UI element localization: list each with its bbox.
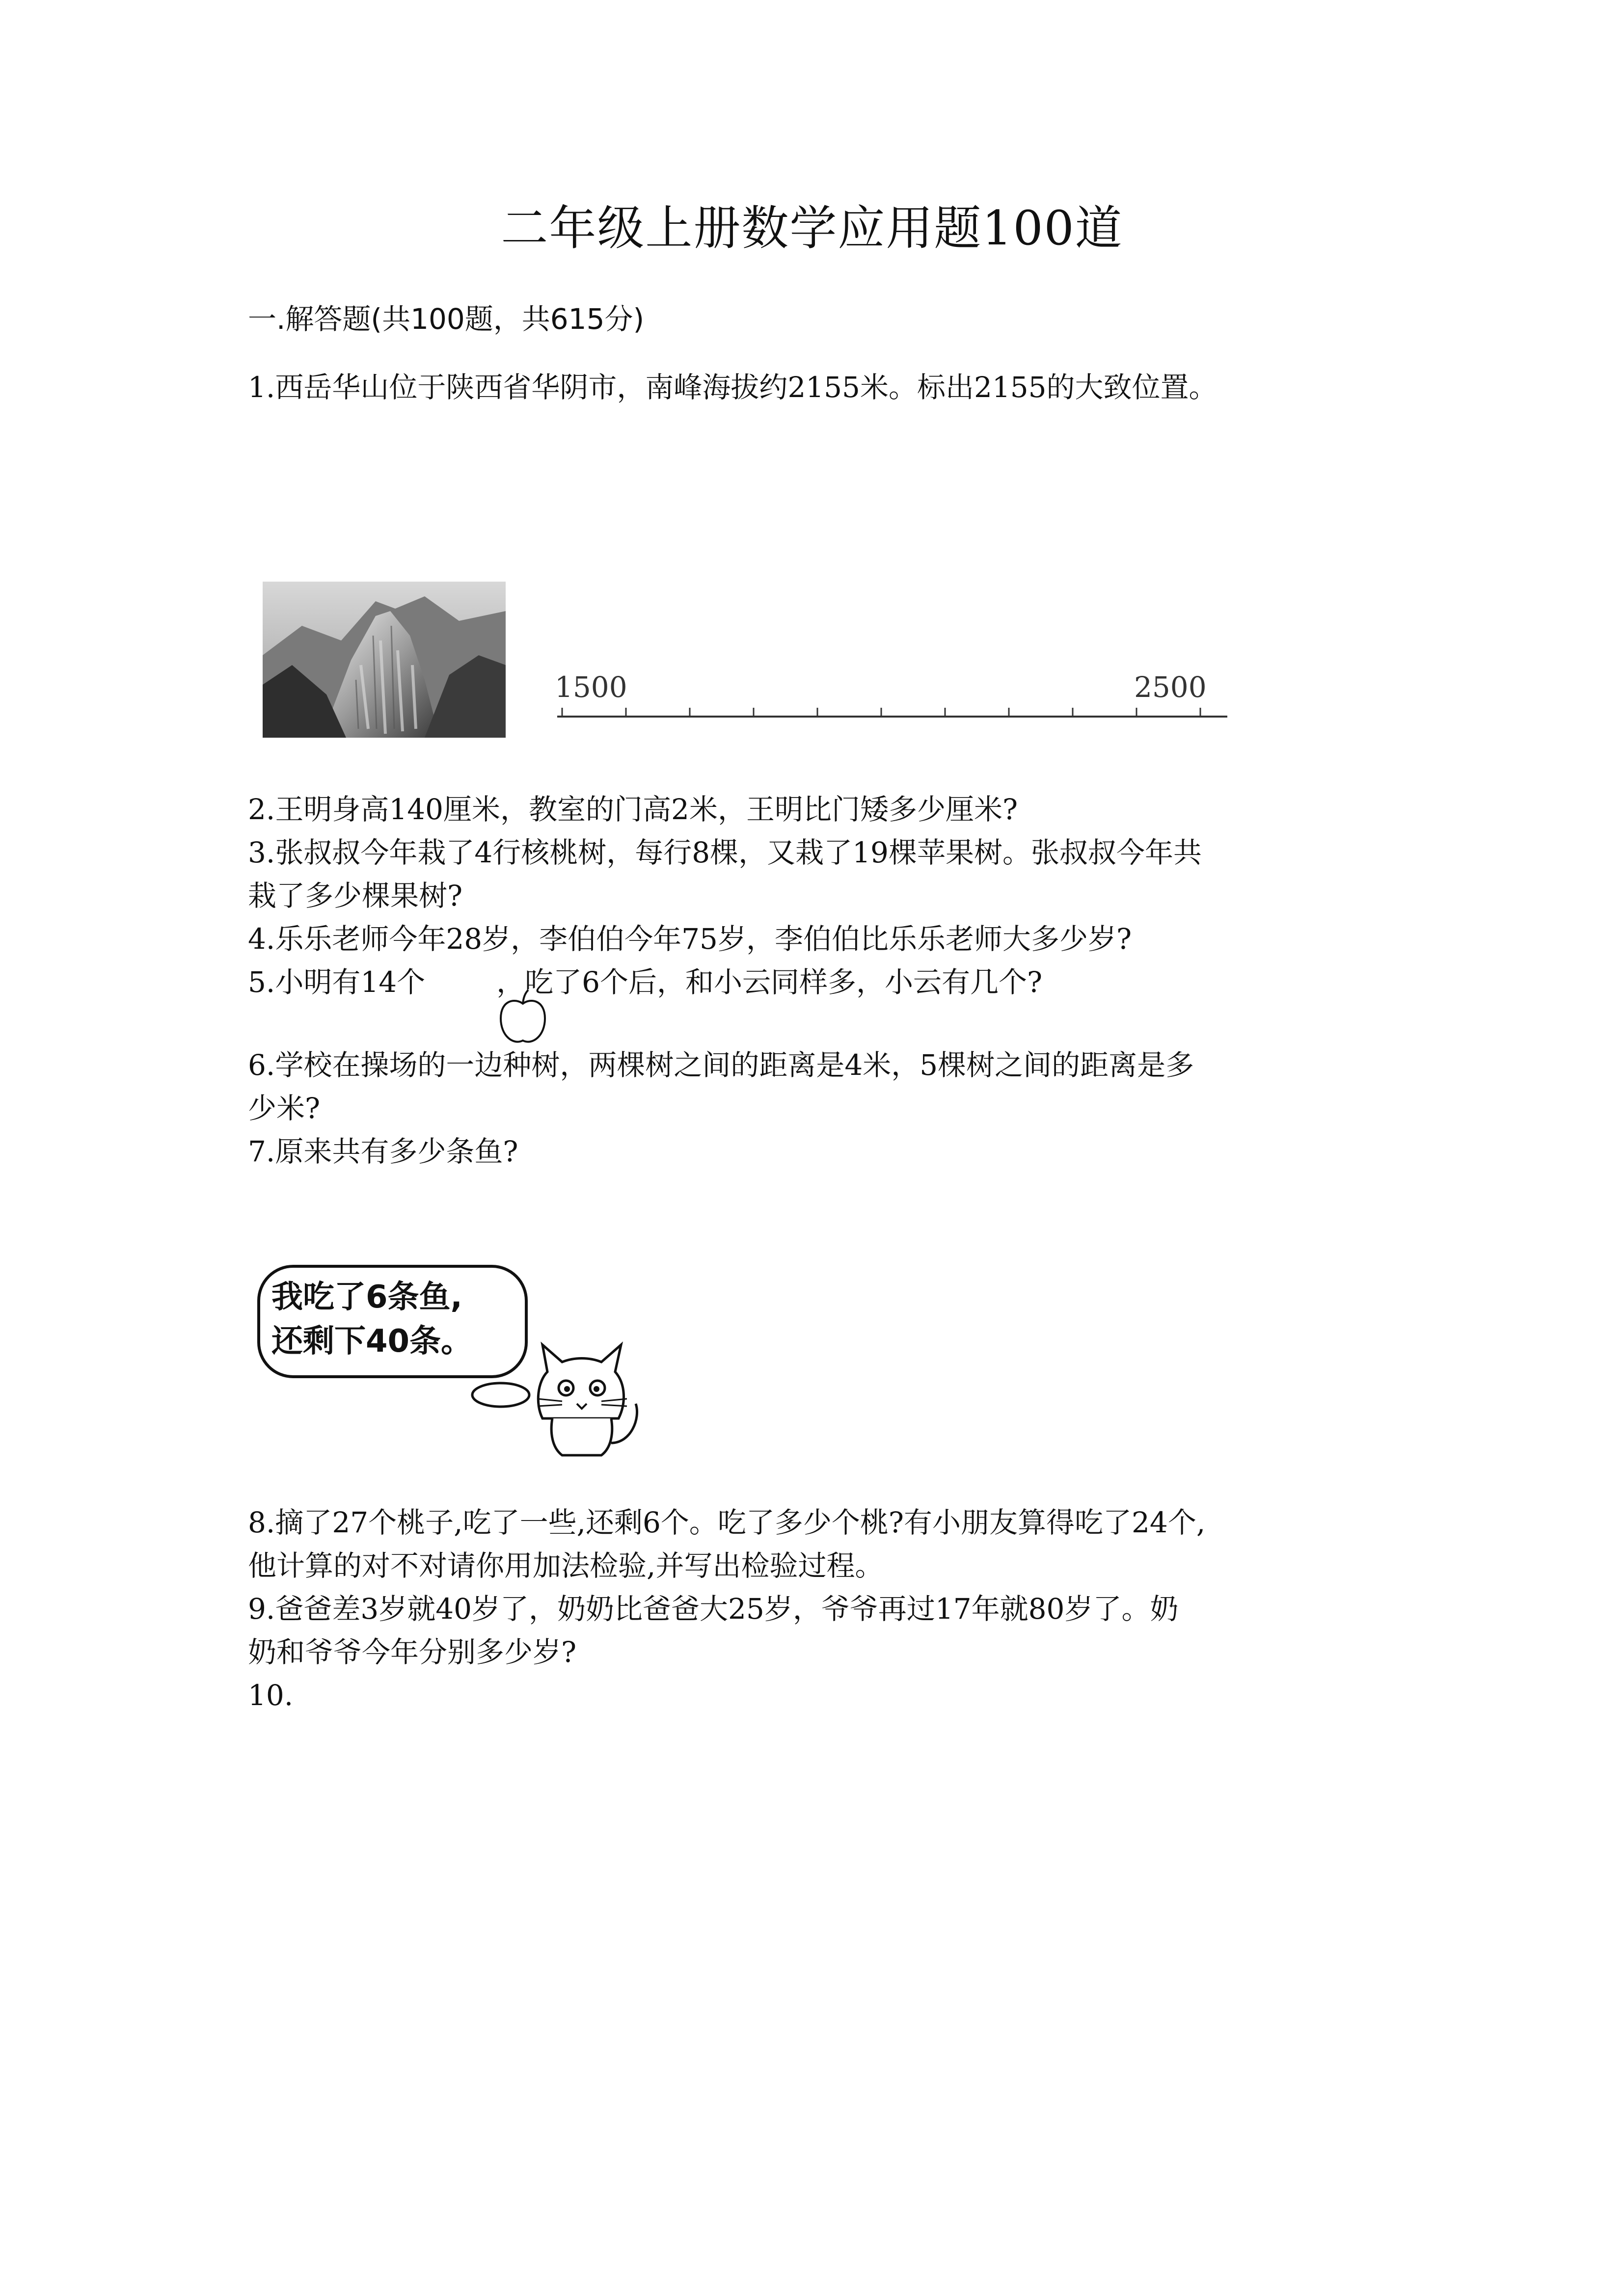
question-1-text: 1.西岳华山位于陕西省华阴市，南峰海拔约2155米。标出2155的大致位置。 (248, 371, 1218, 404)
question-4-text: 4.乐乐老师今年28岁，李伯伯今年75岁，李伯伯比乐乐老师大多少岁? (248, 922, 1132, 956)
question-5-part-1: 5.小明有14个 (248, 965, 426, 999)
speech-bubble-line-1: 我吃了6条鱼, (271, 1279, 462, 1315)
question-4 (248, 917, 1426, 961)
speech-bubble-line-2: 还剩下40条。 (271, 1323, 473, 1360)
question-7-text: 7.原来共有多少条鱼? (248, 1135, 518, 1168)
number-line-start-label: 1500 (555, 670, 627, 704)
page-title: 二年级上册数学应用题100道 (501, 201, 1123, 256)
question-6 (248, 1043, 1426, 1130)
question-10 (248, 1674, 1426, 1717)
question-2 (248, 788, 1426, 831)
number-line-end-label: 2500 (1134, 670, 1207, 704)
question-8-line-1: 8.摘了27个桃子,吃了一些,还剩6个。吃了多少个桃?有小朋友算得吃了24个, (248, 1506, 1206, 1539)
section-heading: 一.解答题(共100题，共615分) (248, 302, 645, 336)
question-3-line-2: 栽了多少棵果树? (248, 879, 463, 912)
apple-icon (496, 989, 550, 1048)
question-6-line-1: 6.学校在操场的一边种树，两棵树之间的距离是4米，5棵树之间的距离是多 (248, 1048, 1194, 1082)
question-3 (248, 831, 1426, 917)
question-3-line-1: 3.张叔叔今年栽了4行核桃树，每行8棵，又栽了19棵苹果树。张叔叔今年共 (248, 836, 1202, 869)
question-10-text: 10. (248, 1679, 294, 1712)
question-5 (248, 961, 1426, 1004)
question-9 (248, 1587, 1426, 1674)
question-1 (248, 366, 1426, 409)
question-7 (248, 1130, 1426, 1173)
question-9-line-1: 9.爸爸差3岁就40岁了，奶奶比爸爸大25岁，爷爷再过17年就80岁了。奶 (248, 1592, 1179, 1626)
question-5-part-2: ，吃了6个后，和小云同样多，小云有几个? (496, 965, 1043, 999)
number-line (540, 658, 1227, 736)
question-2-text: 2.王明身高140厘米，教室的门高2米，王明比门矮多少厘米? (248, 793, 1018, 826)
question-6-line-2: 少米? (248, 1092, 321, 1125)
mountain-photo (263, 582, 506, 738)
question-8-line-2: 他计算的对不对请你用加法检验,并写出检验过程。 (248, 1549, 884, 1582)
number-line-axis (540, 658, 1227, 736)
cat-icon (248, 1256, 650, 1463)
question-8 (248, 1501, 1426, 1587)
question-9-line-2: 奶和爷爷今年分别多少岁? (248, 1635, 577, 1669)
